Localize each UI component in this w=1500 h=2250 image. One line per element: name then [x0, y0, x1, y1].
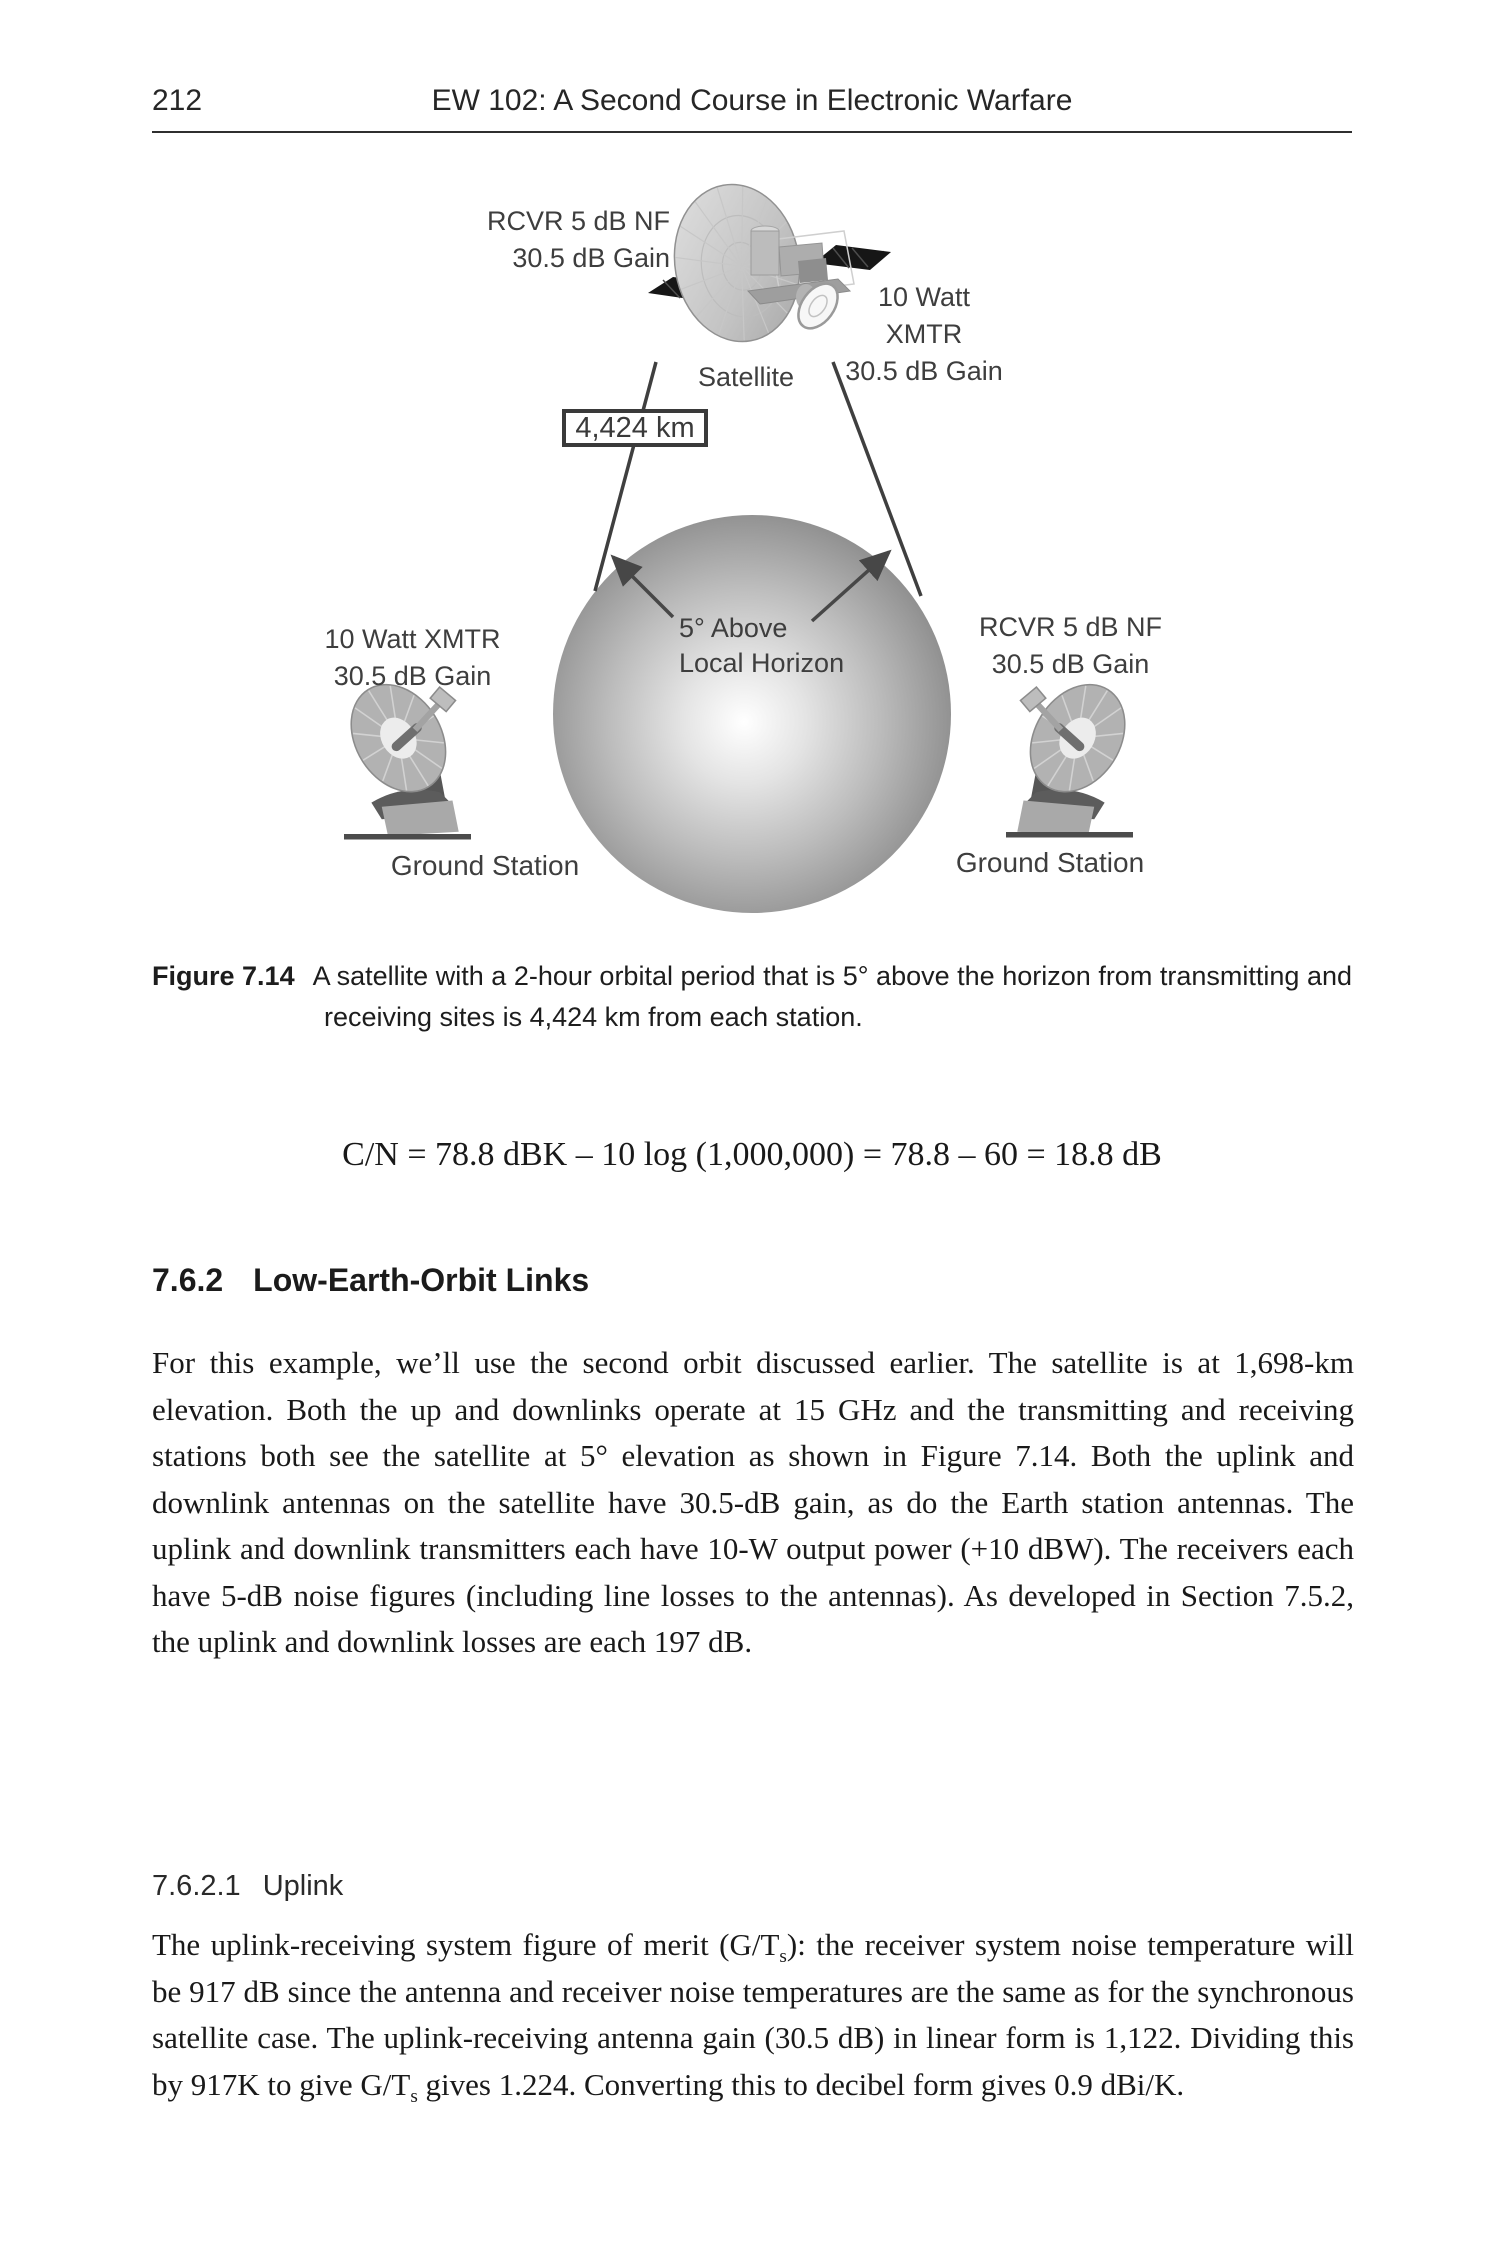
figure-7-14	[0, 0, 1500, 960]
satellite-receiver-label: RCVR 5 dB NF 30.5 dB Gain	[486, 206, 670, 273]
section-number: 7.6.2	[152, 1262, 224, 1298]
figure-caption-tag: Figure 7.14	[152, 961, 295, 991]
section-heading	[152, 1262, 589, 1299]
subsection-title: Uplink	[262, 1870, 344, 1902]
figure-caption-text: A satellite with a 2-hour orbital period that is 5° above the horizon from transmitting and receiving sites is 4,424 km from each station.	[312, 961, 1352, 1032]
horizon-note: 5° Above Local Horizon	[679, 613, 845, 678]
figure-caption	[152, 956, 1352, 1038]
section-title: Low-Earth-Orbit Links	[253, 1262, 590, 1298]
ground-line-left	[344, 834, 471, 840]
running-title: EW 102: A Second Course in Electronic Warfare	[431, 84, 1073, 117]
page-number: 212	[152, 84, 203, 117]
right-station-label: RCVR 5 dB NF 30.5 dB Gain	[978, 612, 1163, 679]
satellite-transmitter-label: 10 Watt XMTR 30.5 dB Gain	[845, 282, 1003, 386]
ground-line-right	[1006, 832, 1133, 838]
equation: C/N = 78.8 dBK – 10 log (1,000,000) = 78.8 – 60 = 18.8 dB	[342, 1136, 1162, 1173]
paragraph-2: The uplink-receiving system figure of merit $(G/T_s)$: the receiver system noise temperature will be 917 dB since the antenna and receiver noise temperatures are the same as for the synchronous satellite case. The uplink-receiving antenna gain (30.5 dB) in linear form is 1,122. Dividing this by 917K to give $G/T_s$ gives 1.224. Converting this to decibel form gives 0.9 dBi/K.	[152, 1927, 1354, 2107]
subscript-s: s	[410, 2085, 418, 2107]
ground-station-right-icon	[1011, 667, 1144, 836]
subsection-number: 7.6.2.1	[152, 1870, 241, 1902]
distance-box: 4,424 km	[562, 409, 708, 447]
figure-art	[0, 0, 1500, 960]
satellite-label: Satellite	[697, 362, 795, 392]
left-station-label: 10 Watt XMTR 30.5 dB Gain	[324, 624, 501, 691]
earth-globe	[553, 515, 951, 913]
right-ground-station-caption: Ground Station	[955, 847, 1145, 878]
subsection-heading	[152, 1870, 343, 1903]
paragraph-1: For this example, we’ll use the second orbit discussed earlier. The satellite is at 1,698-km elevation. Both the up and downlinks operate at 15 GHz and the transmitting and receiving stations both see the satellite at 5° elevation as shown in Figure 7.14. Both the uplink and downlink antennas on the satellite have 30.5-dB gain, as do the Earth station antennas. The uplink and downlink transmitters each have 10-W output power (+10 dBW). The receivers each have 5-dB noise figures (including line losses to the antennas). As developed in Section 7.5.2, the uplink and downlink losses are each 197 dB.	[152, 1345, 1354, 1659]
subscript-s: s	[779, 1946, 787, 1968]
left-ground-station-caption: Ground Station	[390, 850, 580, 881]
